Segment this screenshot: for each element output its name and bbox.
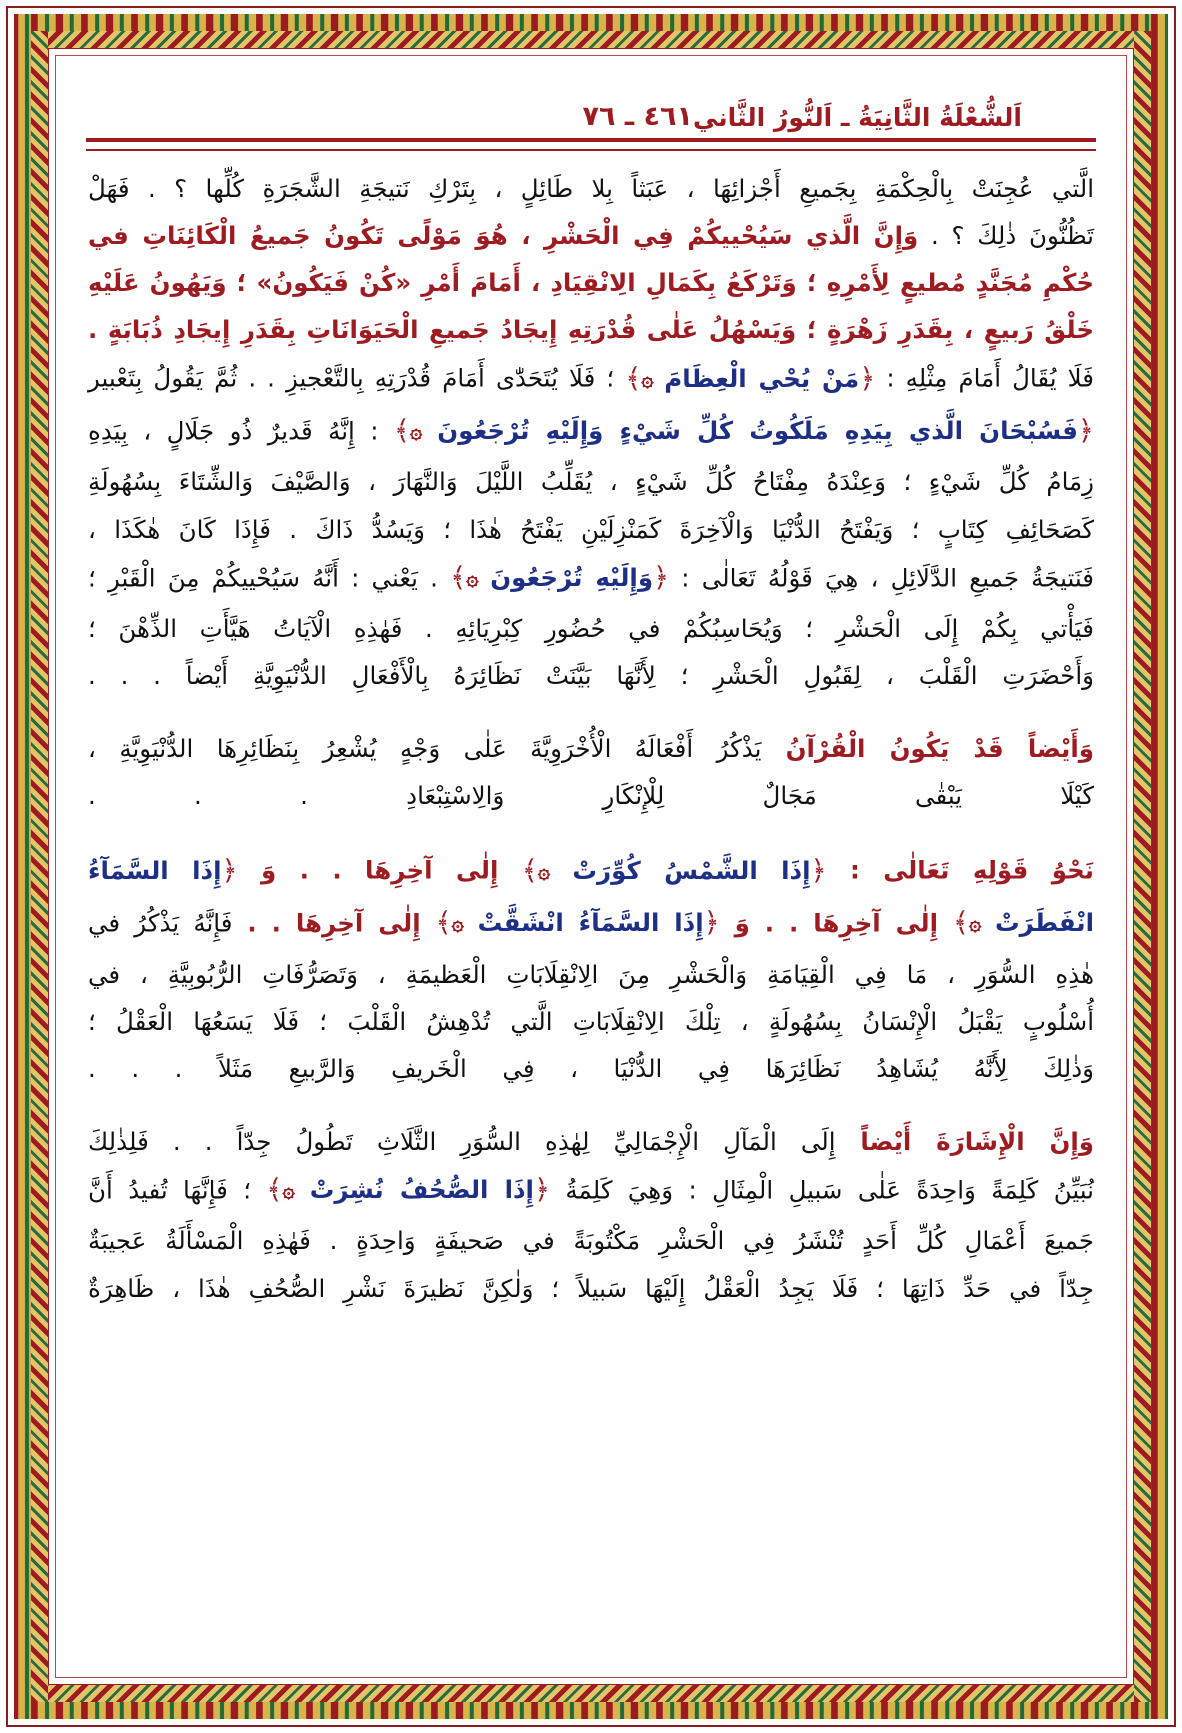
quote-text: فَسُبْحَانَ الَّذي بِيَدِهِ مَلَكُوتُ كُلِّ شَيْءٍ وَإِلَيْهِ تُرْجَعُونَ	[437, 416, 1078, 446]
text-run-red: نَحْوُ قَوْلِهِ تَعَالٰى :	[826, 855, 1094, 885]
header-divider-rule	[86, 138, 1096, 151]
body-text	[82, 151, 1100, 1312]
text-run-black: كَيْلَا يَبْقٰى مَجَالٌ لِلْإِنْكَارِ وَالِاسْتِبْعَادِ . . .	[88, 781, 1094, 811]
quran-quote	[436, 908, 720, 937]
text-line	[88, 1118, 1094, 1165]
paragraph-spacer	[88, 1092, 1094, 1118]
text-run-black: أُسْلُوبٍ يَقْبَلُ الْإِنْسَانُ بِسُهُولَةٍ ، تِلْكَ الِانْقِلَابَاتِ الَّتي تُدْهِشُ الْقَلْبَ ؛ فَلَا يَسَعُهَا الْعَقْلُ ؛	[88, 1006, 1094, 1036]
text-line	[88, 165, 1094, 212]
quote-close-bracket-icon: ﴾	[435, 908, 452, 939]
text-run-black: وَأَحْضَرَتِ الْقَلْبَ ، لِقَبُولِ الْحَشْرِ ؛ لِأَنَّهَا بَيَّنَتْ نَظَائِرَهُ بِالْأَفْعَالِ الدُّنْيَوِيَّةِ أَيْضاً . . .	[88, 661, 1094, 691]
text-run-black: فَلَا يُقَالُ أَمَامَ مِثْلِهِ :	[875, 363, 1094, 393]
text-run-red: وَإِنَّ الَّذي سَيُحْييكُمْ فِي الْحَشْرِ ، هُوَ مَوْلًى تَكُونُ جَميعُ الْكَائِنَاتِ في	[88, 221, 919, 251]
text-line	[88, 259, 1094, 306]
quote-open-bracket-icon: ﴿	[653, 562, 670, 594]
quote-open-bracket-icon: ﴿	[703, 908, 720, 939]
quote-open-bracket-icon: ﴿	[533, 1174, 551, 1206]
text-run-black: . يَعْني : أَنَّهُ سَيُحْييكُمْ مِنَ الْقَبْرِ ؛	[88, 562, 451, 592]
text-line	[88, 998, 1094, 1045]
text-line	[88, 212, 1094, 259]
verse-rosette-icon: ۞	[282, 1177, 310, 1203]
quote-open-bracket-icon: ﴿	[1077, 415, 1094, 447]
page-inner-frame	[48, 48, 1134, 1685]
border-band-left-icon	[31, 31, 48, 1702]
text-line	[88, 458, 1094, 505]
running-header	[82, 78, 1100, 130]
text-line	[88, 506, 1094, 553]
text-run-black: الَّتي عُجِنَتْ بِالْحِكْمَةِ بِجَميعِ أَجْزائِهَا ، عَبَثاً بِلا طَائِلٍ ، بِتَرْكِ نَتيجَةِ الشَّجَرَةِ كُلِّها ؟ . فَهَلْ	[88, 174, 1094, 203]
text-line	[88, 306, 1094, 353]
text-run-black: يَذْكُرُ أَفْعَالَهُ الْأُخْرَوِيَّةَ عَلٰى وَجْهٍ يُشْعِرُ بِنَظَائِرِهَا الدُّنْيَوِيَّةِ ،	[88, 734, 762, 764]
border-band-bottom-icon	[31, 1685, 1151, 1702]
text-line	[88, 845, 1094, 898]
quote-open-bracket-icon: ﴿	[221, 855, 238, 887]
quote-close-bracket-icon: ﴾	[952, 908, 969, 939]
verse-rosette-icon: ۞	[537, 857, 573, 883]
quote-text: إِذَا السَّمَآءُ انْشَقَّتْ	[477, 908, 704, 938]
quote-text: إِذَا الشَّمْسُ كُوِّرَتْ	[572, 855, 811, 885]
text-run-black: هٰذِهِ السُّوَرِ ، مَا فِي الْقِيَامَةِ وَالْحَشْرِ مِنَ الِانْقِلَابَاتِ الْعَظيمَةِ ، وَتَصَرُّفَاتِ الرُّبُوبِيَّةِ ، في	[88, 959, 1094, 989]
text-line	[88, 553, 1094, 606]
text-line	[88, 725, 1094, 772]
border-band-right-icon	[1134, 31, 1151, 1702]
page-outer-frame	[6, 6, 1176, 1727]
text-run-red: وَأَيْضاً قَدْ يَكُونُ الْقُرْآنُ	[761, 734, 1094, 764]
text-line	[88, 406, 1094, 459]
text-run-black: ؛ فَلَا يُتَحَدّٰى أَمَامَ قُدْرَتِهِ بِالتَّعْجيزِ . . ثُمَّ يَقُولُ بِتَعْبير	[88, 363, 626, 393]
quran-quote	[88, 856, 238, 885]
text-run-black: فَإِنَّهُ يَذْكُرُ في	[88, 908, 233, 938]
text-run-black: ؛ فَإِنَّهَا تُفيدُ أَنَّ	[88, 1175, 267, 1205]
border-band-top-icon	[31, 31, 1151, 48]
text-line	[88, 605, 1094, 652]
text-line	[88, 353, 1094, 406]
text-run-black: جَميعَ أَعْمَالِ كُلِّ أَحَدٍ تُنْشَرُ فِي الْحَشْرِ مَكْتُوبَةً في صَحيفَةٍ وَاحِدَةٍ . فَهٰذِهِ الْمَسْأَلَةُ عَجيبَةٌ	[88, 1226, 1094, 1256]
text-run-black: كَصَحَائِفِ كِتَابٍ ؛ وَيَفْتَحُ الدُّنْيَا وَالْآخِرَةَ كَمَنْزِلَيْنِ يَفْتَحُ هٰذَا ؛ وَيَسُدُّ ذَاكَ . فَإِذَا كَانَ هٰكَذَا ،	[88, 514, 1094, 544]
text-line	[88, 1045, 1094, 1092]
quote-open-bracket-icon: ﴿	[859, 363, 876, 395]
ornamental-border	[14, 14, 1168, 1719]
quran-quote	[450, 563, 669, 592]
quote-text: انْفَطَرَتْ	[995, 908, 1094, 938]
quote-close-bracket-icon: ﴾	[266, 1174, 283, 1206]
quote-text: مَنْ يُحْي الْعِظَامَ	[664, 363, 860, 393]
text-run-black: فَيَأْتي بِكُمْ إِلَى الْحَشْرِ ؛ وَيُحَاسِبُكُمْ في حُضُورِ كِبْرِيَائِهِ . فَهٰذِهِ الْآيَاتُ هَيَّأَتِ الذِّهْنَ ؛	[88, 614, 1094, 644]
text-run-black: : إِنَّهُ قَديرٌ ذُو جَلَالٍ ، بِيَدِهِ	[88, 416, 394, 446]
text-line	[88, 951, 1094, 998]
paragraph-spacer	[88, 699, 1094, 725]
quote-close-bracket-icon: ﴾	[393, 415, 410, 447]
quran-quote	[625, 364, 875, 393]
text-line	[88, 1165, 1094, 1218]
verse-rosette-icon: ۞	[641, 365, 665, 391]
text-run-red: خَلْقُ رَبيعٍ ، بِقَدَرِ زَهْرَةٍ ؛ وَيَسْهُلُ عَلٰى قُدْرَتِهِ إِيجَادُ جَميعِ الْحَيَوَانَاتِ بِقَدَرِ إِيجَادِ ذُبَابَةٍ .	[88, 315, 1094, 345]
text-line	[88, 652, 1094, 699]
quote-text: إِذَا السَّمَآءُ	[88, 855, 222, 885]
verse-rosette-icon: ۞	[451, 910, 478, 936]
text-run-black: وَذٰلِكَ لِأَنَّهُ يُشَاهِدُ نَظَائِرَهَا فِي الدُّنْيَا ، فِي الْخَريفِ وَالرَّبيعِ مَثَلاً . . .	[88, 1053, 1094, 1083]
text-run-black: جِدّاً في حَدِّ ذَاتِهَا ؛ فَلَا يَجِدُ الْعَقْلُ إِلَيْهَا سَبيلاً ؛ وَلٰكِنَّ نَظيرَةَ نَشْرِ الصُّحُفِ هٰذَا ، ظَاهِرَةٌ	[88, 1273, 1094, 1303]
quote-close-bracket-icon: ﴾	[521, 855, 538, 887]
text-run-red: إِلٰى آخِرِهَا . . وَ	[237, 855, 522, 885]
verse-rosette-icon: ۞	[410, 418, 438, 444]
verse-rosette-icon: ۞	[968, 910, 996, 936]
page-content	[56, 56, 1126, 1677]
page-title: اَلشُّعْلَةُ الثَّانِيَةُ ـ اَلنُّورُ الثَّاني	[693, 103, 1022, 132]
text-run-black: إِلَى الْمَآلِ الْإِجْمَالِيِّ لِهٰذِهِ السُّوَرِ الثَّلَاثِ تَطُولُ جِدّاً . . فَلِذٰلِكَ	[88, 1126, 836, 1156]
paragraph-spacer	[88, 819, 1094, 845]
text-line	[88, 898, 1094, 951]
quote-text: إِذَا الصُّحُفُ نُشِرَتْ	[309, 1175, 534, 1205]
text-run-black: تَظُنُّونَ ذٰلِكَ ؟ .	[918, 221, 1094, 251]
verse-rosette-icon: ۞	[466, 564, 491, 590]
quran-quote	[953, 908, 1094, 937]
text-run-black: زِمَامُ كُلِّ شَيْءٍ ؛ وَعِنْدَهُ مِفْتَاحُ كُلِّ شَيْءٍ ، يُقَلِّبُ اللَّيْلَ وَالنَّهَارَ ، وَالصَّيْفَ وَالشِّتَاءَ بِسُهُولَةِ	[88, 467, 1094, 497]
page-number: ٤٦١ ـ ٧٦	[582, 101, 693, 132]
text-run-black: نُبَيِّنُ كَلِمَةً وَاحِدَةً عَلٰى سَبيلِ الْمِثَالِ : وَهِيَ كَلِمَةُ	[550, 1175, 1094, 1205]
text-line	[88, 772, 1094, 819]
quran-quote	[266, 1175, 550, 1204]
quote-open-bracket-icon: ﴿	[810, 855, 827, 887]
text-line	[88, 1265, 1094, 1312]
quran-quote	[394, 416, 1094, 445]
quote-close-bracket-icon: ﴾	[450, 562, 467, 594]
page-text-area	[55, 55, 1127, 1678]
text-run-red: حُكْمِ مُجَنَّدٍ مُطيعٍ لِأَمْرِهِ ؛ وَتَرْكَعُ بِكَمَالِ الِانْقِيَادِ ، أَمَامَ أَمْرِ «كُنْ فَيَكُونُ» ؛ وَيَهُونُ عَلَيْهِ	[88, 268, 1094, 298]
quote-close-bracket-icon: ﴾	[625, 363, 642, 395]
text-run-black: فَنَتيجَةُ جَميعِ الدَّلَائِلِ ، هِيَ قَوْلُهُ تَعَالٰى :	[669, 562, 1094, 592]
quote-text: وَإِلَيْهِ تُرْجَعُونَ	[490, 562, 654, 592]
text-run-red: إِلٰى آخِرِهَا . . وَ	[719, 908, 953, 938]
text-run-red: وَإِنَّ الْإِشَارَةَ أَيْضاً	[835, 1126, 1094, 1156]
text-line	[88, 1217, 1094, 1264]
text-run-red: إِلٰى آخِرِهَا . .	[232, 908, 436, 938]
quran-quote	[522, 856, 827, 885]
